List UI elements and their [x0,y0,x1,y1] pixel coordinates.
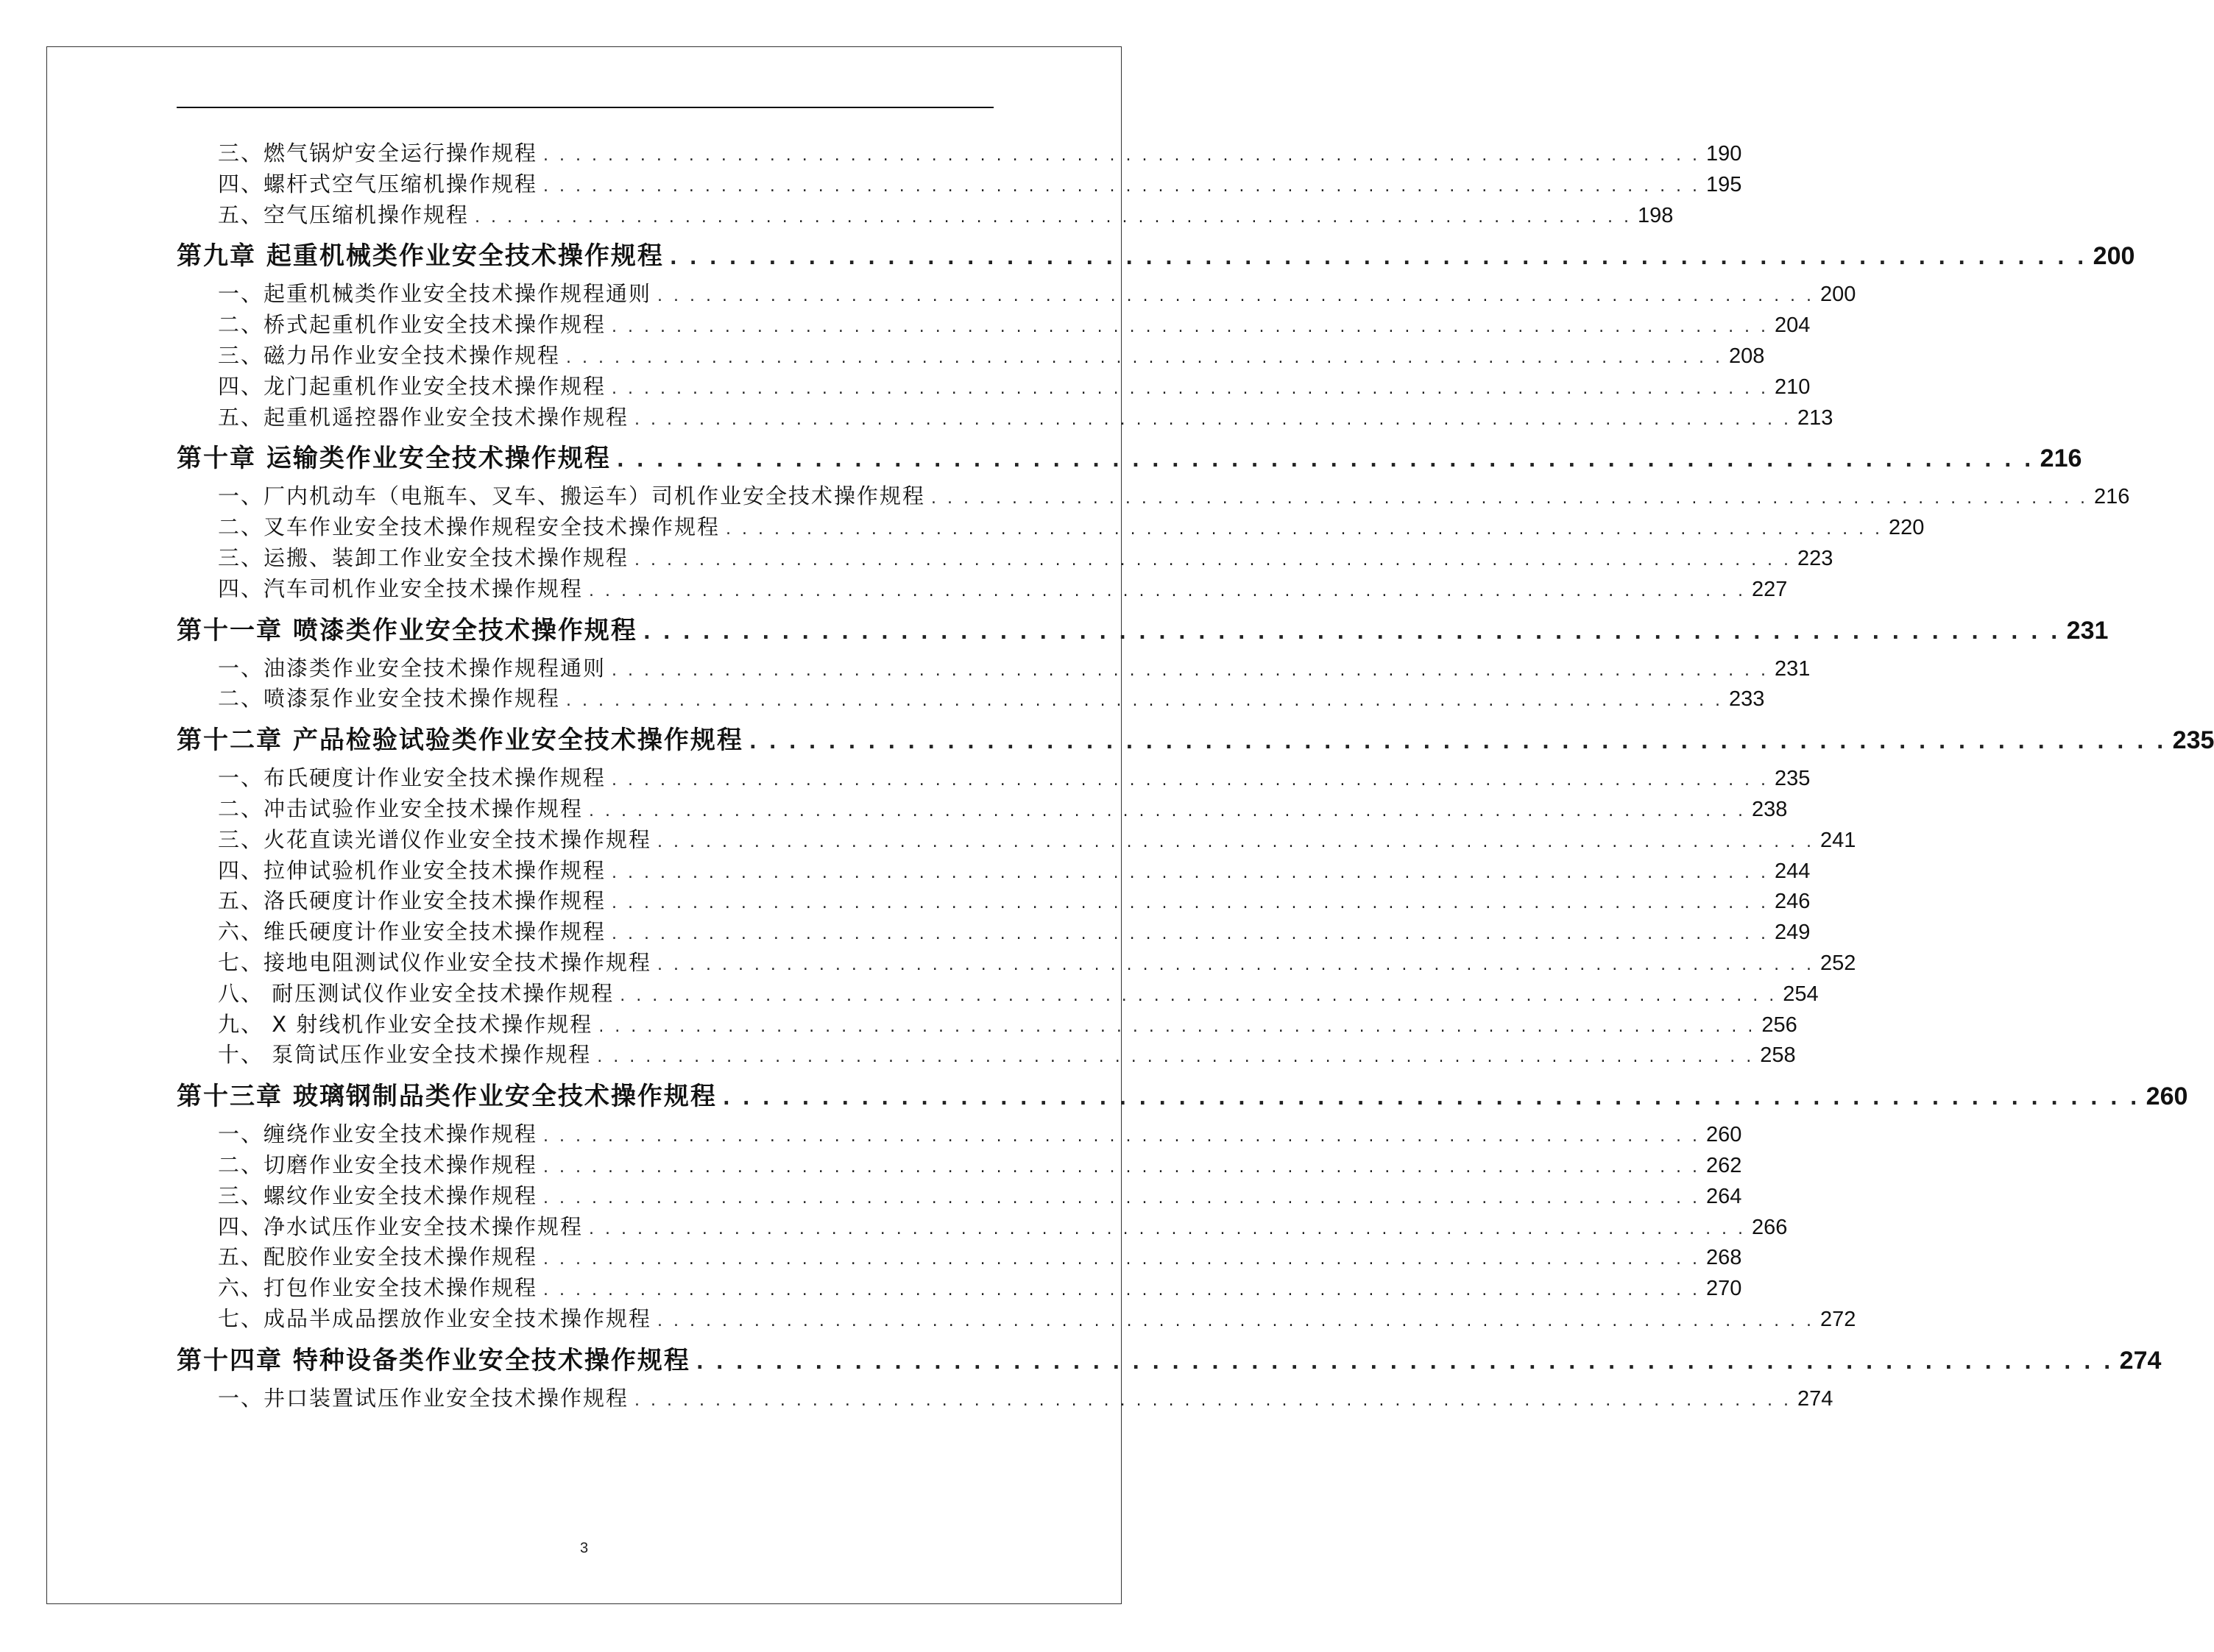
dot-leader: . . . . . . . . . . . . . . . . . . . . . . . . . . . . . . . . . . . . . . . . . . . . . . . . . . . . . . . . . . . . . . . . . . . . . . . . [931,489,2089,508]
toc-entry-page: 268 [1706,1246,1742,1270]
toc-entry-title: 四、龙门起重机作业安全技术操作规程 [218,373,606,399]
toc-entry-page: 200 [2093,242,2135,271]
dot-leader: . . . . . . . . . . . . . . . . . . . . . . . . . . . . . . . . . . . . . . . . . . . . . . . . . . . . . . . . . . . . . . . . . . . . . . . . [616,450,2034,472]
dot-leader: . . . . . . . . . . . . . . . . . . . . . . . . . . . . . . . . . . . . . . . . . . . . . . . . . . . . . . . . . . . . . . . . . . . . . . . . [543,1281,1701,1300]
dot-leader: . . . . . . . . . . . . . . . . . . . . . . . . . . . . . . . . . . . . . . . . . . . . . . . . . . . . . . . . . . . . . . . . . . . . . . . . [543,1188,1701,1208]
toc-section-entry[interactable] [177,543,1833,574]
toc-entry-title: 三、燃气锅炉安全运行操作规程 [218,141,538,166]
toc-entry-page: 274 [1797,1386,1833,1411]
toc-entry-title: 一、厂内机动车（电瓶车、叉车、搬运车）司机作业安全技术操作规程 [218,483,926,509]
toc-entry-page: 244 [1775,859,1811,883]
toc-entry-page: 238 [1752,797,1788,821]
toc-entry-title: 二、叉车作业安全技术操作规程安全技术操作规程 [218,514,721,540]
toc-section-entry[interactable] [177,372,1811,403]
toc-entry-page: 256 [1761,1013,1797,1037]
toc-entry-title: 五、配胶作业安全技术操作规程 [218,1244,538,1270]
toc-section-entry[interactable] [177,138,1742,169]
toc-entry-page: 235 [1775,767,1811,791]
toc-entry-title: 二、切磨作业安全技术操作规程 [218,1152,538,1177]
page-number: 3 [579,1540,589,1556]
toc-section-entry[interactable] [177,1242,1742,1273]
dot-leader: . . . . . . . . . . . . . . . . . . . . . . . . . . . . . . . . . . . . . . . . . . . . . . . . . . . . . . . . . . . . . . . . . . . . . . . . [726,520,1884,539]
dot-leader: . . . . . . . . . . . . . . . . . . . . . . . . . . . . . . . . . . . . . . . . . . . . . . . . . . . . . . . . . . . . . . . . . . . . . . . . [543,1127,1701,1146]
toc-section-entry[interactable] [177,653,1811,684]
toc-section-entry[interactable] [177,1181,1742,1212]
dot-leader: . . . . . . . . . . . . . . . . . . . . . . . . . . . . . . . . . . . . . . . . . . . . . . . . . . . . . . . . . . . . . . . . . . . . . . . . [657,287,1815,306]
toc-entry-page: 198 [1638,203,1674,227]
toc-entry-title: 一、油漆类作业安全技术操作规程通则 [218,655,606,681]
toc-section-entry[interactable] [177,1383,1833,1414]
toc-entry-title: 三、螺纹作业安全技术操作规程 [218,1183,538,1208]
toc-entry-page: 264 [1706,1184,1742,1208]
toc-entry-title: 二、喷漆泵作业安全技术操作规程 [218,686,561,712]
toc-entry-title: 第十三章 玻璃钢制品类作业安全技术操作规程 [177,1082,717,1112]
toc-entry-page: 270 [1706,1277,1742,1301]
toc-section-entry[interactable] [177,1212,1788,1243]
toc-section-entry[interactable] [177,1304,1856,1335]
toc-entry-title: 四、汽车司机作业安全技术操作规程 [218,575,584,601]
toc-chapter-entry[interactable] [177,233,2135,279]
toc-entry-page: 200 [1820,283,1856,307]
toc-entry-page: 249 [1775,921,1811,945]
toc-entry-title: 七、成品半成品摆放作业安全技术操作规程 [218,1305,652,1331]
dot-leader: . . . . . . . . . . . . . . . . . . . . . . . . . . . . . . . . . . . . . . . . . . . . . . . . . . . . . . . . . . . . . . . . . . . . . . . . [589,1219,1747,1238]
toc-entry-page: 272 [1820,1307,1856,1331]
toc-entry-page: 195 [1706,172,1742,196]
toc-entry-page: 260 [1706,1123,1742,1147]
header-rule [177,107,994,108]
dot-leader: . . . . . . . . . . . . . . . . . . . . . . . . . . . . . . . . . . . . . . . . . . . . . . . . . . . . . . . . . . . . . . . . . . . . . . . . [634,1391,1792,1410]
dot-leader: . . . . . . . . . . . . . . . . . . . . . . . . . . . . . . . . . . . . . . . . . . . . . . . . . . . . . . . . . . . . . . . . . . . . . . . . [612,661,1769,680]
toc-section-entry[interactable] [177,341,1765,372]
toc-entry-page: 220 [1889,516,1925,540]
toc-entry-page: 235 [2172,726,2214,755]
dot-leader: . . . . . . . . . . . . . . . . . . . . . . . . . . . . . . . . . . . . . . . . . . . . . . . . . . . . . . . . . . . . . . . . . . . . . . . . [543,1250,1701,1269]
toc-entry-page: 210 [1775,375,1811,399]
toc-entry-page: 204 [1775,313,1811,338]
toc-entry-page: 260 [2146,1082,2188,1111]
dot-leader: . . . . . . . . . . . . . . . . . . . . . . . . . . . . . . . . . . . . . . . . . . . . . . . . . . . . . . . . . . . . . . . . . . . . . . . . [722,1088,2140,1110]
toc-entry-title: 四、净水试压作业安全技术操作规程 [218,1213,584,1239]
toc-entry-title: 六、打包作业安全技术操作规程 [218,1275,538,1301]
toc-section-entry[interactable] [177,948,1856,979]
toc-section-entry[interactable] [177,310,1811,341]
toc-entry-page: 274 [2119,1346,2162,1375]
toc-chapter-entry[interactable] [177,1338,2162,1383]
toc-entry-title: 一、布氏硬度计作业安全技术操作规程 [218,765,606,791]
toc-entry-title: 第十四章 特种设备类作业安全技术操作规程 [177,1345,690,1375]
toc-entry-title: 第九章 起重机械类作业安全技术操作规程 [177,241,664,272]
toc-entry-page: 262 [1706,1153,1742,1177]
toc-entry-title: 二、冲击试验作业安全技术操作规程 [218,795,584,821]
dot-leader: . . . . . . . . . . . . . . . . . . . . . . . . . . . . . . . . . . . . . . . . . . . . . . . . . . . . . . . . . . . . . . . . . . . . . . . . [612,925,1769,944]
toc-entry-title: 三、运搬、装卸工作业安全技术操作规程 [218,545,629,570]
dot-leader: . . . . . . . . . . . . . . . . . . . . . . . . . . . . . . . . . . . . . . . . . . . . . . . . . . . . . . . . . . . . . . . . . . . . . . . . [543,1158,1701,1177]
toc-section-entry[interactable] [177,763,1811,794]
toc-entry-page: 190 [1706,142,1742,166]
dot-leader: . . . . . . . . . . . . . . . . . . . . . . . . . . . . . . . . . . . . . . . . . . . . . . . . . . . . . . . . . . . . . . . . . . . . . . . . [634,550,1792,570]
dot-leader: . . . . . . . . . . . . . . . . . . . . . . . . . . . . . . . . . . . . . . . . . . . . . . . . . . . . . . . . . . . . . . . . . . . . . . . . [612,379,1769,398]
dot-leader: . . . . . . . . . . . . . . . . . . . . . . . . . . . . . . . . . . . . . . . . . . . . . . . . . . . . . . . . . . . . . . . . . . . . . . . . [612,894,1769,913]
toc-entry-page: 223 [1797,546,1833,570]
dot-leader: . . . . . . . . . . . . . . . . . . . . . . . . . . . . . . . . . . . . . . . . . . . . . . . . . . . . . . . . . . . . . . . . . . . . . . . . [566,692,1724,711]
dot-leader: . . . . . . . . . . . . . . . . . . . . . . . . . . . . . . . . . . . . . . . . . . . . . . . . . . . . . . . . . . . . . . . . . . . . . . . . [543,177,1701,196]
toc-entry-page: 241 [1820,828,1856,852]
toc-entry-page: 216 [2094,485,2130,509]
toc-section-entry[interactable] [177,512,1925,543]
toc-section-entry[interactable] [177,1119,1742,1150]
toc-section-entry[interactable] [177,794,1788,825]
toc-entry-title: 七、接地电阻测试仪作业安全技术操作规程 [218,949,652,975]
toc-entry-title: 五、洛氏硬度计作业安全技术操作规程 [218,888,606,914]
dot-leader: . . . . . . . . . . . . . . . . . . . . . . . . . . . . . . . . . . . . . . . . . . . . . . . . . . . . . . . . . . . . . . . . . . . . . . . . [657,832,1815,851]
dot-leader: . . . . . . . . . . . . . . . . . . . . . . . . . . . . . . . . . . . . . . . . . . . . . . . . . . . . . . . . . . . . . . . . . . . . . . . . [598,1017,1756,1036]
toc-section-entry[interactable] [177,856,1811,887]
toc-entry-title: 三、磁力吊作业安全技术操作规程 [218,342,561,368]
toc-entry-title: 九、 X 射线机作业安全技术操作规程 [218,1011,593,1037]
toc-chapter-entry[interactable] [177,717,2214,763]
toc-entry-title: 一、起重机械类作业安全技术操作规程通则 [218,281,652,307]
toc-section-entry[interactable] [177,979,1819,1010]
toc-entry-title: 第十二章 产品检验试验类作业安全技术操作规程 [177,726,743,756]
toc-section-entry[interactable] [177,481,2130,512]
dot-leader: . . . . . . . . . . . . . . . . . . . . . . . . . . . . . . . . . . . . . . . . . . . . . . . . . . . . . . . . . . . . . . . . . . . . . . . . [657,1311,1815,1330]
dot-leader: . . . . . . . . . . . . . . . . . . . . . . . . . . . . . . . . . . . . . . . . . . . . . . . . . . . . . . . . . . . . . . . . . . . . . . . . [543,146,1701,165]
toc-section-entry[interactable] [177,169,1742,200]
toc-entry-title: 一、井口装置试压作业安全技术操作规程 [218,1385,629,1411]
toc-entry-title: 第十一章 喷漆类作业安全技术操作规程 [177,615,637,645]
toc-chapter-entry[interactable] [177,1074,2188,1119]
dot-leader: . . . . . . . . . . . . . . . . . . . . . . . . . . . . . . . . . . . . . . . . . . . . . . . . . . . . . . . . . . . . . . . . . . . . . . . . [620,986,1778,1005]
toc-entry-page: 246 [1775,890,1811,914]
toc-entry-page: 213 [1797,405,1833,430]
toc-entry-title: 三、火花直读光谱仪作业安全技术操作规程 [218,826,652,852]
toc-section-entry[interactable] [177,1040,1796,1071]
toc-section-entry[interactable] [177,1010,1797,1041]
table-of-contents [177,138,2214,1414]
toc-section-entry[interactable] [177,917,1811,948]
dot-leader: . . . . . . . . . . . . . . . . . . . . . . . . . . . . . . . . . . . . . . . . . . . . . . . . . . . . . . . . . . . . . . . . . . . . . . . . [475,208,1633,227]
toc-entry-page: 208 [1729,344,1765,368]
toc-entry-page: 258 [1760,1043,1796,1068]
dot-leader: . . . . . . . . . . . . . . . . . . . . . . . . . . . . . . . . . . . . . . . . . . . . . . . . . . . . . . . . . . . . . . . . . . . . . . . . [589,801,1747,820]
toc-section-entry[interactable] [177,200,1674,231]
toc-section-entry[interactable] [177,886,1811,917]
toc-entry-title: 一、缠绕作业安全技术操作规程 [218,1121,538,1147]
toc-entry-page: 252 [1820,951,1856,975]
toc-entry-title: 第十章 运输类作业安全技术操作规程 [177,444,611,474]
dot-leader: . . . . . . . . . . . . . . . . . . . . . . . . . . . . . . . . . . . . . . . . . . . . . . . . . . . . . . . . . . . . . . . . . . . . . . . . [696,1351,2114,1374]
dot-leader: . . . . . . . . . . . . . . . . . . . . . . . . . . . . . . . . . . . . . . . . . . . . . . . . . . . . . . . . . . . . . . . . . . . . . . . . [612,863,1769,882]
toc-entry-title: 十、 泵筒试压作业安全技术操作规程 [218,1042,592,1068]
dot-leader: . . . . . . . . . . . . . . . . . . . . . . . . . . . . . . . . . . . . . . . . . . . . . . . . . . . . . . . . . . . . . . . . . . . . . . . . [634,410,1792,429]
toc-section-entry[interactable] [177,403,1833,433]
toc-section-entry[interactable] [177,574,1788,605]
toc-entry-page: 233 [1729,687,1765,712]
toc-section-entry[interactable] [177,825,1856,856]
toc-entry-title: 四、拉伸试验机作业安全技术操作规程 [218,857,606,883]
dot-leader: . . . . . . . . . . . . . . . . . . . . . . . . . . . . . . . . . . . . . . . . . . . . . . . . . . . . . . . . . . . . . . . . . . . . . . . . [597,1048,1755,1067]
toc-entry-page: 231 [1775,656,1811,681]
toc-entry-title: 二、桥式起重机作业安全技术操作规程 [218,312,606,338]
dot-leader: . . . . . . . . . . . . . . . . . . . . . . . . . . . . . . . . . . . . . . . . . . . . . . . . . . . . . . . . . . . . . . . . . . . . . . . . [612,771,1769,790]
dot-leader: . . . . . . . . . . . . . . . . . . . . . . . . . . . . . . . . . . . . . . . . . . . . . . . . . . . . . . . . . . . . . . . . . . . . . . . . [589,581,1747,600]
toc-chapter-entry[interactable] [177,436,2082,481]
toc-section-entry[interactable] [177,279,1856,310]
dot-leader: . . . . . . . . . . . . . . . . . . . . . . . . . . . . . . . . . . . . . . . . . . . . . . . . . . . . . . . . . . . . . . . . . . . . . . . . [657,955,1815,974]
dot-leader: . . . . . . . . . . . . . . . . . . . . . . . . . . . . . . . . . . . . . . . . . . . . . . . . . . . . . . . . . . . . . . . . . . . . . . . . [643,621,2061,644]
toc-chapter-entry[interactable] [177,608,2109,653]
toc-entry-page: 254 [1783,982,1819,1006]
toc-section-entry[interactable] [177,1273,1742,1304]
toc-entry-title: 四、螺杆式空气压缩机操作规程 [218,171,538,196]
toc-entry-page: 216 [2040,444,2082,473]
toc-entry-title: 八、 耐压测试仪作业安全技术操作规程 [218,980,615,1006]
toc-entry-page: 231 [2066,616,2109,645]
toc-entry-page: 227 [1752,577,1788,601]
toc-entry-title: 六、维氏硬度计作业安全技术操作规程 [218,919,606,945]
toc-section-entry[interactable] [177,1150,1742,1181]
toc-entry-page: 266 [1752,1215,1788,1239]
toc-entry-title: 五、起重机遥控器作业安全技术操作规程 [218,404,629,430]
toc-entry-title: 五、空气压缩机操作规程 [218,202,470,227]
toc-section-entry[interactable] [177,684,1765,715]
dot-leader: . . . . . . . . . . . . . . . . . . . . . . . . . . . . . . . . . . . . . . . . . . . . . . . . . . . . . . . . . . . . . . . . . . . . . . . . [749,731,2167,754]
dot-leader: . . . . . . . . . . . . . . . . . . . . . . . . . . . . . . . . . . . . . . . . . . . . . . . . . . . . . . . . . . . . . . . . . . . . . . . . [669,247,2087,270]
dot-leader: . . . . . . . . . . . . . . . . . . . . . . . . . . . . . . . . . . . . . . . . . . . . . . . . . . . . . . . . . . . . . . . . . . . . . . . . [612,318,1769,337]
dot-leader: . . . . . . . . . . . . . . . . . . . . . . . . . . . . . . . . . . . . . . . . . . . . . . . . . . . . . . . . . . . . . . . . . . . . . . . . [566,348,1724,367]
